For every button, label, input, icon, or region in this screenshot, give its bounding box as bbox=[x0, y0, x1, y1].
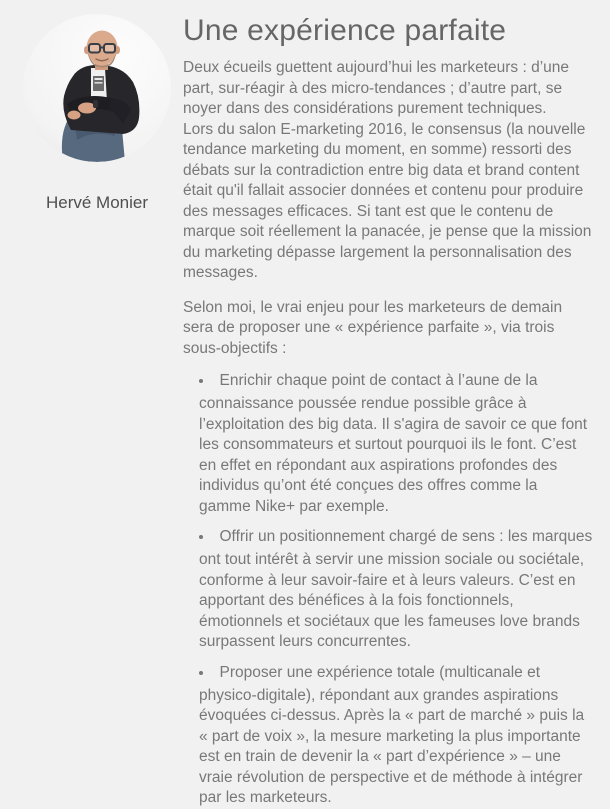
paragraph-intro-2: Lors du salon E-marketing 2016, le consensus (la nouvelle tendance marketing du moment, en somme) ressorti des débats sur la contradiction entre big data et brand content était qu'il fallait associer données et contenu pour produire des messages efficaces. Si tant est que le contenu de marque soit réellement la panacée, je pense que la mission du marketing dépasse largement la personnalisation des messages. bbox=[183, 120, 592, 281]
author-column bbox=[23, 14, 171, 714]
author-photo bbox=[23, 14, 171, 162]
article-title: Une expérience parfaite bbox=[183, 14, 507, 47]
article-body bbox=[171, 14, 593, 806]
objective-item-proposer: • Proposer une expérience totale (multicanale et physico-digitale), répondant aux grandes aspirations évoquées ci-dessus. Après la « part de marché » puis la « part de voix », la mesure marketing la plus importante est en train de devenir la « part d’expérience » – une vraie révolution de perspective et de méthode à intégrer par les marketeurs. bbox=[199, 660, 593, 809]
portrait-illustration bbox=[23, 14, 171, 162]
objectives-list bbox=[183, 368, 593, 809]
paragraph-selon-moi: Selon moi, le vrai enjeu pour les marketeurs de demain sera de proposer une « expérience parfaite », via trois sous-objectifs : bbox=[183, 298, 563, 357]
objective-item-enrichir: • Enrichir chaque point de contact à l’aune de la connaissance poussée rendue possible grâce à l’exploitation des big data. Il s'agira de savoir ce que font les consommateurs et surtout pourquoi ils le font. C’est en effet en répondant aux aspirations profondes des individus qu’ont été conçues des offres comme la gamme Nike+ par exemple. bbox=[199, 368, 593, 517]
paragraph-intro-1: Deux écueils guettent aujourd’hui les marketeurs : d’une part, sur-réagir à des micro-tendances ; d’autre part, se noyer dans des considérations purement techniques. bbox=[183, 59, 570, 117]
objective-item-offrir: • Offrir un positionnement chargé de sens : les marques ont tout intérêt à servir une mission sociale ou sociétale, conforme à leur savoir-faire et à leurs valeurs. C’est en apportant des bénéfices à la fois fonctionnels, émotionnels et sociétaux que les fameuses love brands surpassent leurs concurrentes. bbox=[199, 524, 593, 653]
author-name: Hervé Monier bbox=[45, 193, 149, 212]
